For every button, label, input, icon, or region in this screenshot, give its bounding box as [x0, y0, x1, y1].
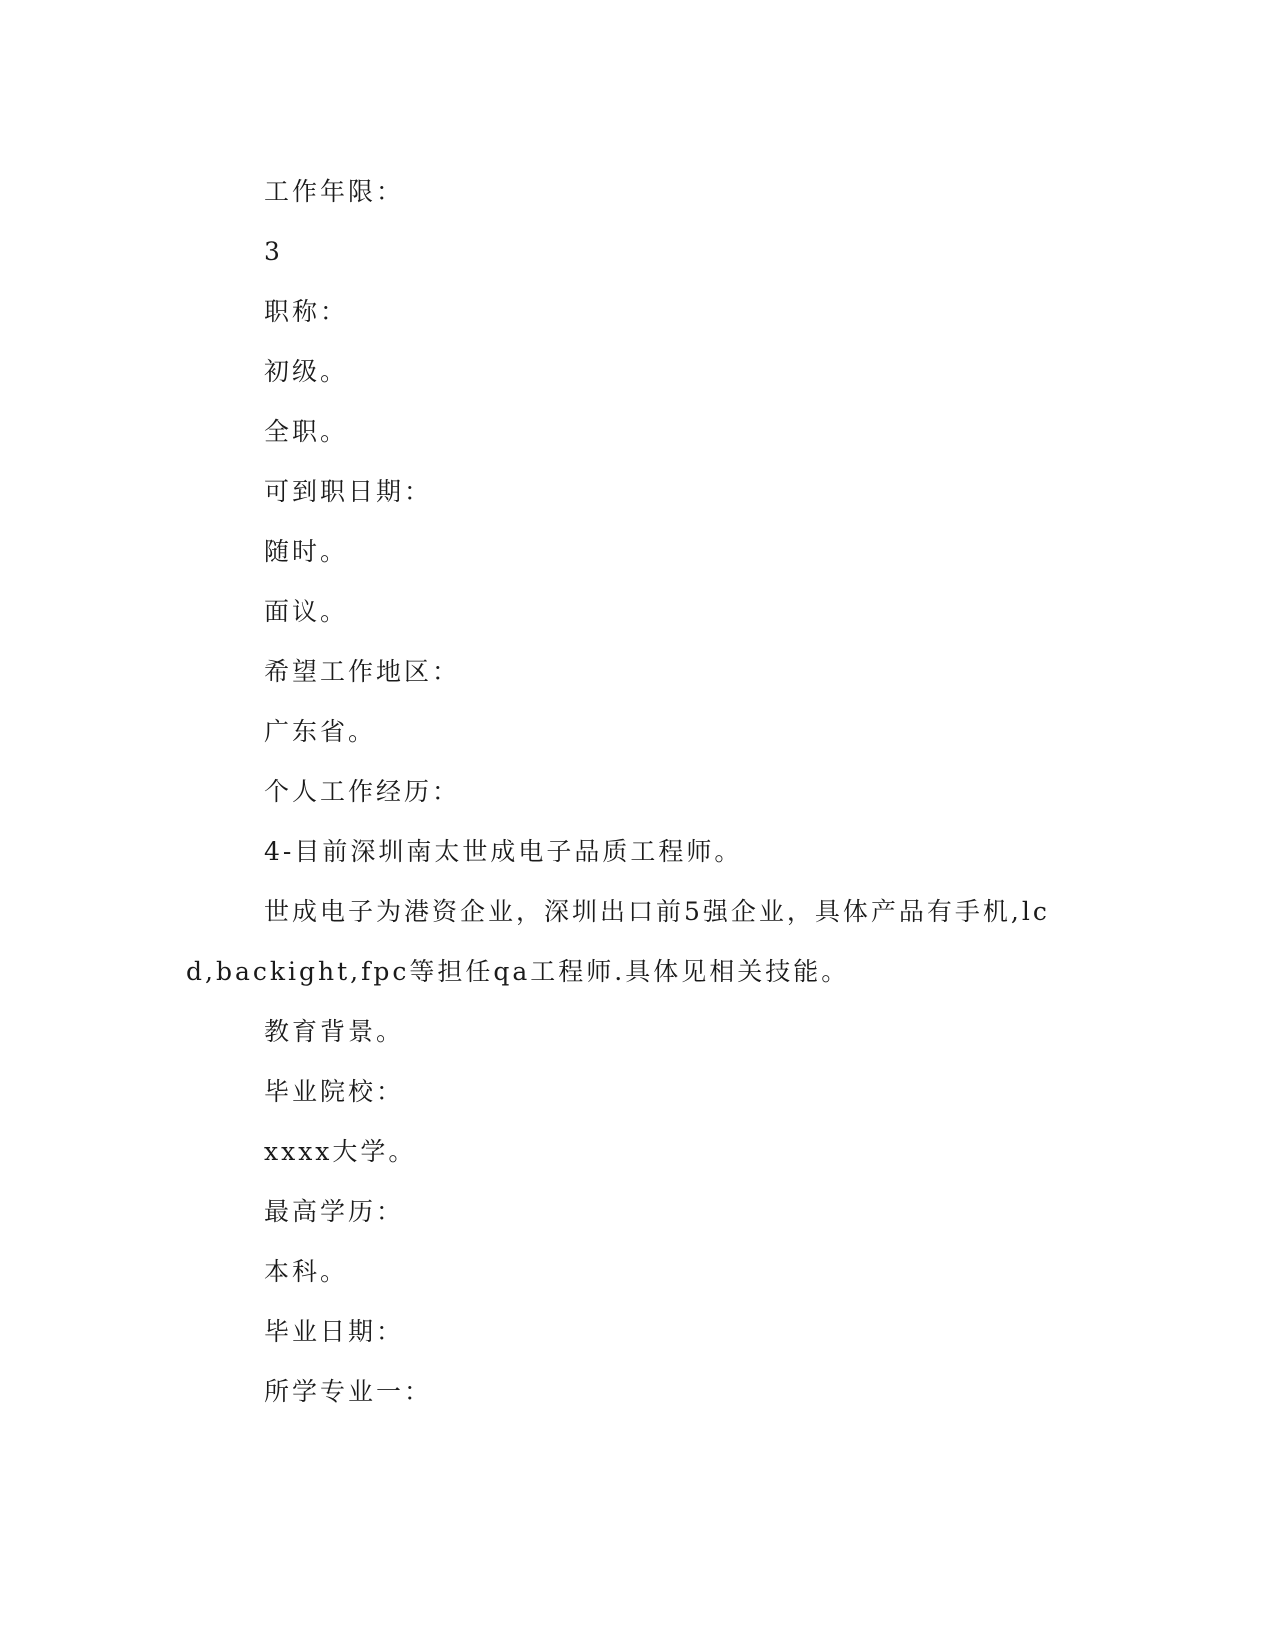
paragraph-major-label: 所学专业一：: [264, 1377, 433, 1406]
paragraph-degree-value: 本科。: [264, 1257, 349, 1286]
paragraph-school-value: xxxx大学。: [264, 1137, 417, 1166]
document-body: [186, 162, 1066, 1422]
paragraph-title-label: 职称：: [264, 297, 349, 326]
paragraph-title-value: 初级。: [264, 357, 349, 386]
paragraph-experience-heading: 个人工作经历：: [264, 777, 461, 806]
paragraph-degree-label: 最高学历：: [264, 1197, 405, 1226]
paragraph-school-label: 毕业院校：: [264, 1077, 405, 1106]
paragraph-location-label: 希望工作地区：: [264, 657, 461, 686]
paragraph-graduation-date-label: 毕业日期：: [264, 1317, 405, 1346]
paragraph-start-date-value: 随时。: [264, 537, 349, 566]
paragraph-job-type: 全职。: [264, 417, 349, 446]
paragraph-work-years-value: 3: [264, 237, 283, 266]
paragraph-current-job: 4-目前深圳南太世成电子品质工程师。: [264, 837, 743, 866]
paragraph-education-heading: 教育背景。: [264, 1017, 405, 1046]
paragraph-location-value: 广东省。: [264, 717, 377, 746]
paragraph-start-date-label: 可到职日期：: [264, 477, 433, 506]
paragraph-company-description: 世成电子为港资企业，深圳出口前5强企业，具体产品有手机,lcd,backight,fpc等担任qa工程师.具体见相关技能。: [186, 897, 1050, 986]
paragraph-salary: 面议。: [264, 597, 349, 626]
paragraph-work-years-label: 工作年限：: [264, 177, 405, 206]
